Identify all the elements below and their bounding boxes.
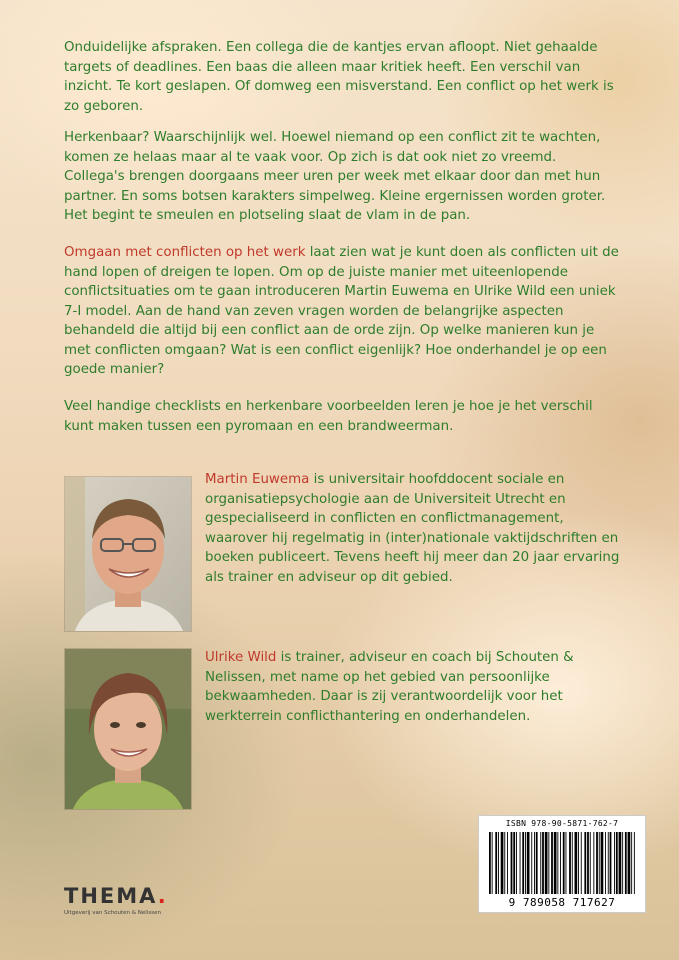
barcode-bar xyxy=(522,832,524,894)
barcode-bar xyxy=(513,832,515,894)
closing-paragraph: Veel handige checklists en herkenbare voorbeelden leren je hoe je het verschil kunt maken tussen een pyromaan en een brandweerman. xyxy=(64,399,593,434)
isbn-barcode xyxy=(478,815,646,913)
barcode-bar xyxy=(536,832,538,894)
barcode-bar xyxy=(599,832,600,894)
author-bio-martin-euwema xyxy=(205,470,625,587)
barcode-bar xyxy=(548,832,549,894)
barcode-bar xyxy=(551,832,553,894)
barcode-bar xyxy=(587,832,589,894)
barcode-bar xyxy=(584,832,586,894)
barcode-bar xyxy=(507,832,508,894)
barcode-bar xyxy=(557,832,558,894)
barcode-bar xyxy=(566,832,567,894)
barcode-bar xyxy=(614,832,615,894)
author-photo-ulrike-wild-image xyxy=(65,649,191,809)
barcode-bar xyxy=(527,832,530,894)
barcode-bar xyxy=(511,832,513,894)
barcode-bar xyxy=(593,832,594,894)
barcode-bar xyxy=(596,832,598,894)
barcode-bar xyxy=(572,832,573,894)
author-photo-martin-euwema-image xyxy=(65,477,191,631)
barcode-bar xyxy=(489,832,491,894)
barcode-bars xyxy=(487,832,637,894)
barcode-bar xyxy=(631,832,632,894)
book-description-paragraph xyxy=(64,243,620,380)
barcode-bar xyxy=(516,832,517,894)
barcode-bar xyxy=(581,832,582,894)
publisher-logo-dot: . xyxy=(157,884,168,908)
barcode-bar xyxy=(575,832,578,894)
author-bio-text-ulrike-wild: is trainer, adviseur en coach bij Schouten & Nelissen, met name op het gebied van persoonlijke bekwaamheden. Daar is zij verantwoordelijk voor het werkterrein conflicthantering en onderhandelen. xyxy=(205,650,574,724)
barcode-bar xyxy=(563,832,565,894)
author-name-ulrike-wild: Ulrike Wild xyxy=(205,650,277,665)
barcode-bar xyxy=(542,832,544,894)
intro-paragraph: Onduidelijke afspraken. Een collega die de kantjes ervan afloopt. Niet gehaalde targets of deadlines. Een baas die alleen maar kritiek heeft. Een verschil van inzicht. Te kort geslapen. Of domweg een misverstand. Een conflict op het werk is zo geboren. xyxy=(64,40,614,114)
publisher-tagline: Uitgeverij van Schouten & Nelissen xyxy=(64,910,161,916)
barcode-bar xyxy=(622,832,623,894)
barcode-bar xyxy=(525,832,526,894)
barcode-bar xyxy=(540,832,541,894)
barcode-digits: 9 789058 717627 xyxy=(508,896,616,909)
barcode-bar xyxy=(492,832,493,894)
barcode-bar xyxy=(495,832,497,894)
isbn-label: ISBN 978-90-5871-762-7 xyxy=(505,819,619,828)
barcode-bar xyxy=(590,832,591,894)
author-bio-ulrike-wild xyxy=(205,648,625,726)
barcode-bar xyxy=(520,832,521,894)
barcode-bar xyxy=(560,832,561,894)
barcode-bar xyxy=(608,832,609,894)
publisher-logo xyxy=(64,884,168,908)
barcode-bar xyxy=(554,832,557,894)
barcode-bar xyxy=(578,832,579,894)
author-photo-ulrike-wild xyxy=(64,648,192,810)
context-paragraph: Herkenbaar? Waarschijnlijk wel. Hoewel niemand op een conflict zit te wachten, komen ze helaas maar al te vaak voor. Op zich is dat ook niet zo vreemd. Collega's brengen doorgaans meer uren per week met elkaar door dan met hun partner. En soms botsen karakters simpelweg. Kleine ergernissen worden groter. Het begint te smeulen en plotseling slaat de vlam in de pan. xyxy=(64,130,606,223)
book-title: Omgaan met conflicten op het werk xyxy=(64,245,306,260)
barcode-bar xyxy=(634,832,635,894)
barcode-bar xyxy=(601,832,604,894)
barcode-bar xyxy=(545,832,548,894)
barcode-bar xyxy=(625,832,627,894)
author-bio-text-martin-euwema: is universitair hoofddocent sociale en organisatiepsychologie aan de Universiteit Utrecht en gespecialiseerd in conflicten en conflictmanagement, waarover hij regelmatig in (inter)nationale vaktijdschriften en boeken publiceert. Tevens heeft hij meer dan 20 jaar ervaring als trainer en adviseur op dit gebied. xyxy=(205,472,620,585)
barcode-bar xyxy=(531,832,532,894)
author-name-martin-euwema: Martin Euwema xyxy=(205,472,310,487)
barcode-bar xyxy=(616,832,618,894)
barcode-bar xyxy=(628,832,631,894)
barcode-bar xyxy=(501,832,504,894)
publisher-logo-text: THEMA xyxy=(64,884,158,908)
author-photo-martin-euwema xyxy=(64,476,192,632)
barcode-bar xyxy=(610,832,612,894)
barcode-bar xyxy=(619,832,622,894)
barcode-bar xyxy=(605,832,606,894)
barcode-bar xyxy=(504,832,505,894)
book-description-text: laat zien wat je kunt doen als conflicten uit de hand lopen of dreigen te lopen. Om op de juiste manier met uiteenlopende conflictsituaties om te gaan introduceren Martin Euwema en Ulrike Wild een uniek 7-I model. Aan de hand van zeven vragen worden de belangrijke aspecten behandeld die altijd bij een conflict aan de orde zijn. Op welke manieren kun je met conflicten omgaan? Wat is een conflict eigenlijk? Hoe onderhandel je op een goede manier? xyxy=(64,245,619,377)
barcode-bar xyxy=(534,832,535,894)
barcode-bar xyxy=(569,832,571,894)
barcode-bar xyxy=(498,832,499,894)
